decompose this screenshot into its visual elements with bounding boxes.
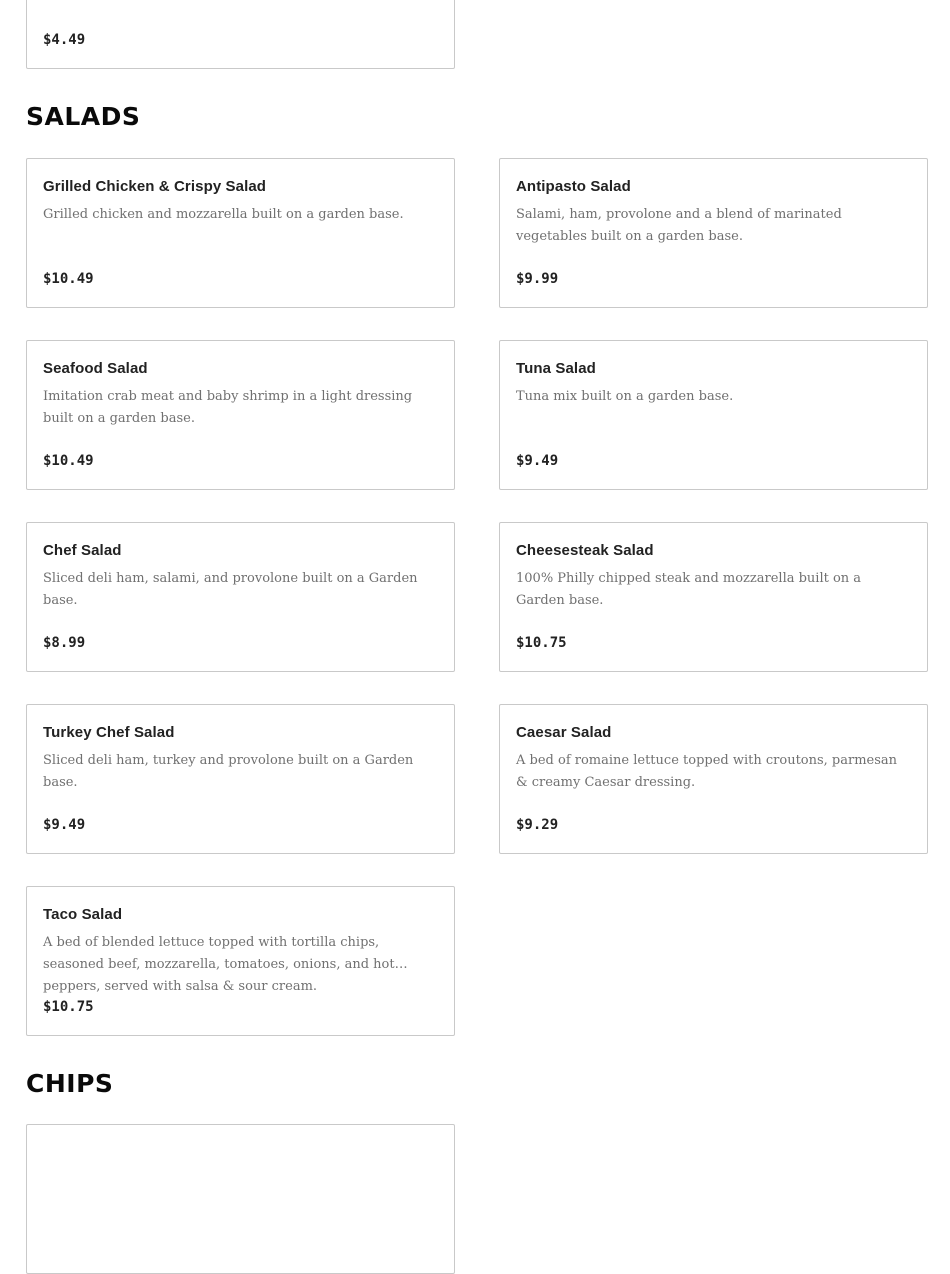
item-description: Salami, ham, provolone and a blend of marinated vegetables built on a garden base.	[516, 207, 842, 244]
item-price: $10.75	[43, 999, 94, 1015]
item-price: $8.99	[43, 635, 86, 651]
menu-item-card[interactable]	[26, 1124, 455, 1274]
menu-item-card[interactable]	[499, 340, 928, 490]
item-description: 100% Philly chipped steak and mozzarella built on a Garden base.	[516, 571, 862, 608]
item-name: Tuna Salad	[516, 360, 596, 377]
item-price: $9.49	[516, 453, 559, 469]
item-name: Chef Salad	[43, 542, 122, 559]
item-name: Taco Salad	[43, 906, 123, 923]
item-price: $9.29	[516, 817, 559, 833]
item-name: Seafood Salad	[43, 360, 148, 377]
section-title-salads: SALADS	[26, 102, 141, 131]
item-name: Turkey Chef Salad	[43, 724, 175, 741]
item-price: $10.49	[43, 271, 94, 287]
item-description: Sliced deli ham, turkey and provolone built on a Garden base.	[43, 753, 414, 790]
item-price: $9.49	[43, 817, 86, 833]
item-price: $10.75	[516, 635, 567, 651]
item-price: $9.99	[516, 271, 559, 287]
item-description: Tuna mix built on a garden base.	[516, 389, 734, 404]
menu-item-card[interactable]	[26, 0, 455, 69]
menu-item-card[interactable]	[26, 522, 455, 672]
item-name: Cheesesteak Salad	[516, 542, 654, 559]
section-title-chips: CHIPS	[26, 1069, 114, 1098]
menu-item-card[interactable]	[499, 704, 928, 854]
item-description: Imitation crab meat and baby shrimp in a light dressing built on a garden base.	[43, 389, 413, 426]
item-description: A bed of romaine lettuce topped with croutons, parmesan & creamy Caesar dressing.	[516, 753, 898, 790]
menu-item-card[interactable]	[499, 158, 928, 308]
item-price: $10.49	[43, 453, 94, 469]
menu-item-card[interactable]	[26, 340, 455, 490]
menu-item-card[interactable]	[26, 158, 455, 308]
item-description: Sliced deli ham, salami, and provolone built on a Garden base.	[43, 571, 418, 608]
menu-item-card[interactable]	[26, 704, 455, 854]
menu-item-card[interactable]	[26, 886, 455, 1036]
menu-item-card[interactable]	[499, 522, 928, 672]
item-description: A bed of blended lettuce topped with tortilla chips, seasoned beef, mozzarella, tomatoes, onions, and hot peppers, served with salsa & sour cream.	[43, 935, 395, 994]
item-name: Antipasto Salad	[516, 178, 631, 195]
item-name: Grilled Chicken & Crispy Salad	[43, 178, 267, 195]
item-name: Caesar Salad	[516, 724, 612, 741]
item-description: Grilled chicken and mozzarella built on a garden base.	[43, 207, 404, 222]
item-price: $4.49	[43, 32, 86, 48]
